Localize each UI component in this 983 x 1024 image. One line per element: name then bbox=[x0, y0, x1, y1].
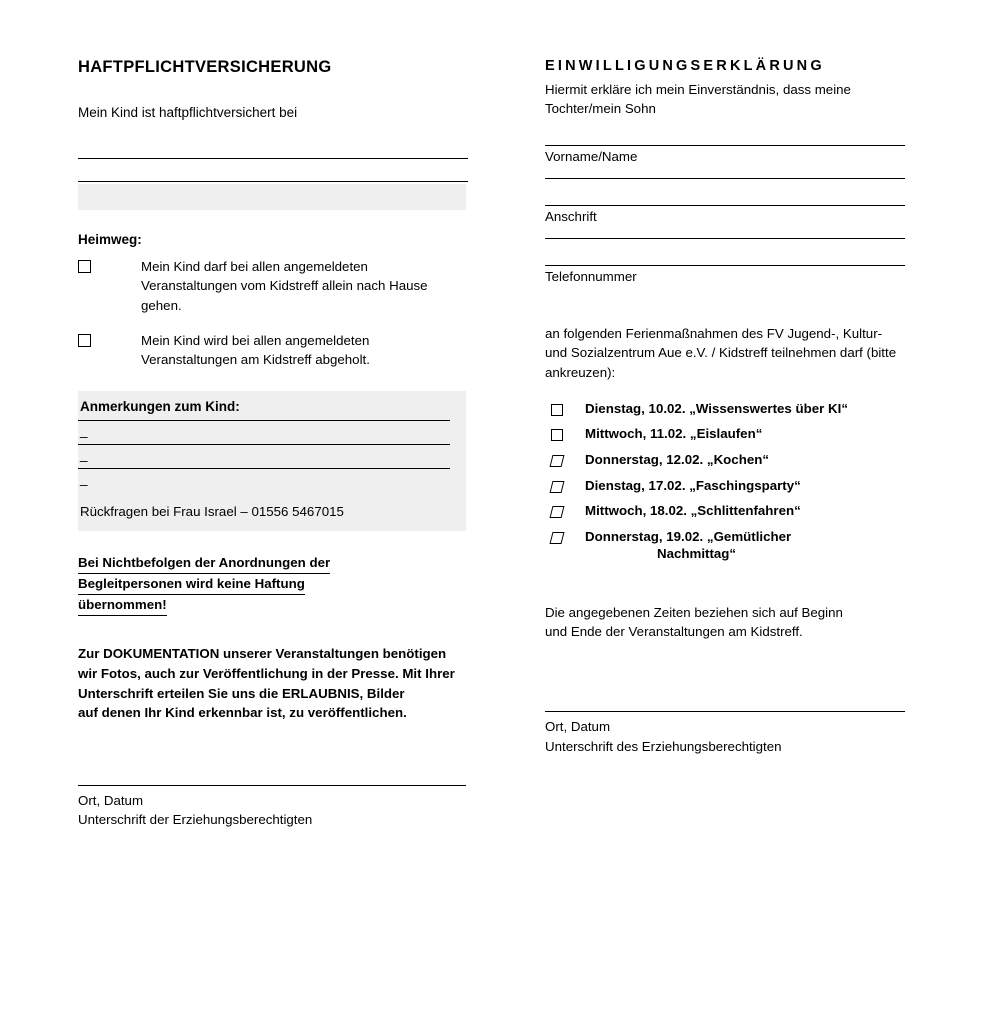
page-title-haftpflicht: HAFTPFLICHTVERSICHERUNG bbox=[78, 58, 332, 76]
field-label-anschrift: Anschrift bbox=[545, 209, 597, 225]
event-option-label-3: Donnerstag, 12.02. „Kochen“ bbox=[585, 452, 769, 468]
heimweg-option-row-1[interactable] bbox=[78, 257, 468, 315]
notes-block bbox=[78, 391, 466, 531]
checkbox-event-1[interactable] bbox=[551, 404, 563, 416]
event-option-label-6-line1: Donnerstag, 19.02. „Gemütlicher bbox=[585, 528, 792, 544]
event-option-label-1: Dienstag, 10.02. „Wissenswertes über KI“ bbox=[585, 400, 848, 416]
notes-dash-1: _ bbox=[80, 423, 88, 439]
right-signature-caption-2: Unterschrift des Erziehungsberechtigten bbox=[545, 738, 782, 754]
event-option-row-6[interactable] bbox=[545, 528, 907, 563]
event-option-label-2: Mittwoch, 11.02. „Eislaufen“ bbox=[585, 426, 763, 442]
right-signature-line[interactable] bbox=[545, 711, 905, 712]
insurance-write-line-1[interactable] bbox=[78, 136, 468, 159]
left-column bbox=[78, 58, 468, 829]
liability-warning-line-2: Begleitpersonen wird keine Haftung bbox=[78, 574, 305, 595]
field-telefonnummer bbox=[545, 238, 907, 298]
heimweg-option-label-1: Mein Kind darf bei allen angemeldeten Veranstaltungen vom Kidstreff allein nach Hause gehen. bbox=[141, 259, 428, 313]
heimweg-option-label-2: Mein Kind wird bei allen angemeldeten Veranstaltungen am Kidstreff abgeholt. bbox=[141, 332, 370, 368]
right-signature-caption-1: Ort, Datum bbox=[545, 719, 611, 735]
liability-warning-line-1: Bei Nichtbefolgen der Anordnungen der bbox=[78, 553, 330, 574]
right-signature-area bbox=[545, 711, 907, 756]
left-signature-caption-2: Unterschrift der Erziehungsberechtigten bbox=[78, 812, 313, 828]
notes-gap-3 bbox=[78, 469, 466, 492]
field-vorname-name bbox=[545, 145, 907, 178]
checkbox-heimweg-allein[interactable] bbox=[78, 260, 91, 273]
insurance-lead-text: Mein Kind ist haftpflichtversichert bei bbox=[78, 104, 298, 120]
event-option-row-3[interactable] bbox=[545, 451, 907, 469]
event-option-row-4[interactable] bbox=[545, 477, 907, 495]
shaded-band bbox=[78, 184, 466, 210]
checkbox-heimweg-abgeholt[interactable] bbox=[78, 334, 91, 347]
event-option-row-1[interactable] bbox=[545, 400, 907, 418]
page-title-einwilligung: EINWILLIGUNGSERKLÄRUNG bbox=[545, 58, 825, 74]
consent-lead-text: Hiermit erkläre ich mein Einverständnis, dass meine Tochter/mein Sohn bbox=[545, 82, 851, 117]
notes-contact-text: Rückfragen bei Frau Israel – 01556 5467015 bbox=[80, 504, 344, 520]
checkbox-event-2[interactable] bbox=[551, 429, 563, 441]
field-spacer-anschrift bbox=[545, 179, 907, 205]
heimweg-option-row-2[interactable] bbox=[78, 331, 468, 370]
times-note: Die angegebenen Zeiten beziehen sich auf Beginn und Ende der Veranstaltungen am Kidstreff. bbox=[545, 604, 843, 640]
field-anschrift bbox=[545, 178, 907, 238]
checkbox-event-6[interactable] bbox=[550, 532, 565, 544]
notes-dash-2: _ bbox=[80, 447, 88, 463]
photo-permission-text: Zur DOKUMENTATION unserer Veranstaltungen benötigen wir Fotos, auch zur Veröffentlichung in der Presse. Mit Ihrer Unterschrift erteilen Sie uns die ERLAUBNIS, Bilder auf denen Ihr Kind erkennbar ist, zu veröffentlichen. bbox=[78, 646, 455, 721]
event-option-label-4: Dienstag, 17.02. „Faschingsparty“ bbox=[585, 477, 801, 493]
notes-dash-3: _ bbox=[80, 471, 88, 487]
insurance-write-line-2[interactable] bbox=[78, 159, 468, 182]
left-signature-line[interactable] bbox=[78, 785, 466, 786]
checkbox-event-5[interactable] bbox=[550, 506, 565, 518]
field-spacer-telefon bbox=[545, 239, 907, 265]
notes-title: Anmerkungen zum Kind: bbox=[80, 399, 240, 415]
event-option-row-5[interactable] bbox=[545, 502, 907, 520]
event-option-row-2[interactable] bbox=[545, 425, 907, 443]
left-signature-caption bbox=[78, 791, 468, 830]
left-signature-area bbox=[78, 785, 468, 830]
right-signature-caption bbox=[545, 717, 907, 756]
right-column bbox=[545, 58, 907, 756]
event-option-label-6 bbox=[585, 528, 791, 563]
heimweg-heading: Heimweg: bbox=[78, 232, 142, 248]
field-label-vorname-name: Vorname/Name bbox=[545, 149, 638, 165]
field-label-telefonnummer: Telefonnummer bbox=[545, 269, 637, 285]
checkbox-event-4[interactable] bbox=[550, 481, 565, 493]
notes-gap-2 bbox=[78, 445, 466, 468]
liability-warning-line-3: übernommen! bbox=[78, 595, 167, 616]
event-options-list bbox=[545, 400, 907, 563]
left-signature-caption-1: Ort, Datum bbox=[78, 792, 144, 808]
event-option-label-5: Mittwoch, 18.02. „Schlittenfahren“ bbox=[585, 503, 801, 519]
participation-text: an folgenden Ferienmaßnahmen des FV Jugend-, Kultur- und Sozialzentrum Aue e.V. / Kidstreff teilnehmen darf (bitte ankreuzen): bbox=[545, 326, 897, 380]
checkbox-event-3[interactable] bbox=[550, 455, 565, 467]
notes-gap-1 bbox=[78, 421, 466, 444]
event-option-label-6-line2: Nachmittag“ bbox=[657, 546, 737, 562]
liability-warning bbox=[78, 553, 468, 616]
